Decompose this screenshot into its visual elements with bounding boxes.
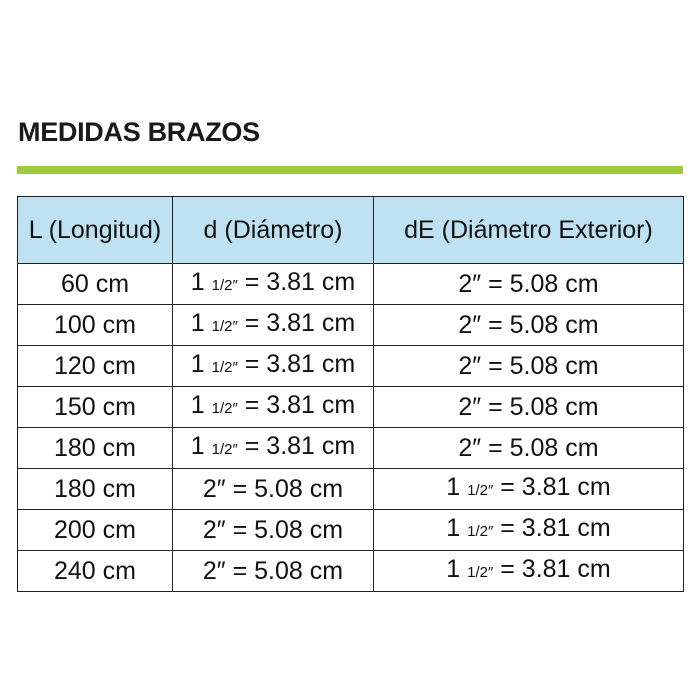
value-text: = 3.81 cm [500,555,611,583]
value-text: = 3.81 cm [244,432,356,460]
value-text: 2″ = 5.08 cm [202,475,344,503]
value-whole: 1 [190,309,205,337]
value-whole: 1 [190,391,205,419]
value-whole: 1 [190,268,205,296]
table-row [18,264,684,305]
accent-divider [17,166,683,174]
header-outer-diameter: dE (Diámetro Exterior) [374,197,684,264]
table-row [18,428,684,469]
cell-length: 120 cm [18,346,173,387]
value-text: 2″ = 5.08 cm [458,311,599,339]
value-fraction: 1/2″ [467,523,494,540]
cell-outer-diameter [374,510,684,551]
cell-length: 100 cm [18,305,173,346]
value-text: 2″ = 5.08 cm [458,393,599,421]
value-whole: 1 [446,514,461,542]
cell-length: 60 cm [18,264,173,305]
table-row [18,551,684,592]
cell-outer-diameter [374,551,684,592]
value-text: = 3.81 cm [244,309,356,337]
table-row [18,469,684,510]
cell-diameter [173,387,374,428]
cell-length: 180 cm [18,469,173,510]
value-whole: 1 [446,555,461,583]
page-title: MEDIDAS BRAZOS [18,117,260,147]
value-whole: 1 [190,432,205,460]
cell-outer-diameter [374,264,684,305]
cell-diameter [173,469,374,510]
value-whole: 1 [446,473,461,501]
cell-diameter [173,346,374,387]
header-row [18,197,684,264]
cell-diameter [173,305,374,346]
value-text: 2″ = 5.08 cm [458,270,599,298]
cell-outer-diameter [374,469,684,510]
cell-diameter [173,510,374,551]
value-fraction: 1/2″ [467,564,494,581]
header-diameter: d (Diámetro) [173,197,374,264]
cell-outer-diameter [374,346,684,387]
header-length: L (Longitud) [18,197,173,264]
value-fraction: 1/2″ [467,482,494,499]
value-fraction: 1/2″ [211,359,238,376]
table-row [18,346,684,387]
value-fraction: 1/2″ [211,441,238,458]
cell-length: 150 cm [18,387,173,428]
value-text: 2″ = 5.08 cm [202,516,344,544]
value-fraction: 1/2″ [211,400,238,417]
value-whole: 1 [190,350,205,378]
cell-outer-diameter [374,428,684,469]
cell-length: 240 cm [18,551,173,592]
cell-diameter [173,264,374,305]
value-text: = 3.81 cm [244,268,356,296]
value-text: = 3.81 cm [500,514,611,542]
value-text: 2″ = 5.08 cm [458,352,599,380]
cell-diameter [173,428,374,469]
value-text: 2″ = 5.08 cm [202,557,344,585]
value-text: = 3.81 cm [244,350,356,378]
value-fraction: 1/2″ [211,277,238,294]
cell-outer-diameter [374,387,684,428]
table-row [18,387,684,428]
measurements-table [17,196,684,592]
value-text: 2″ = 5.08 cm [458,434,599,462]
value-text: = 3.81 cm [244,391,356,419]
cell-length: 180 cm [18,428,173,469]
cell-length: 200 cm [18,510,173,551]
cell-outer-diameter [374,305,684,346]
value-text: = 3.81 cm [500,473,611,501]
value-fraction: 1/2″ [211,318,238,335]
table-row [18,510,684,551]
table-row [18,305,684,346]
cell-diameter [173,551,374,592]
